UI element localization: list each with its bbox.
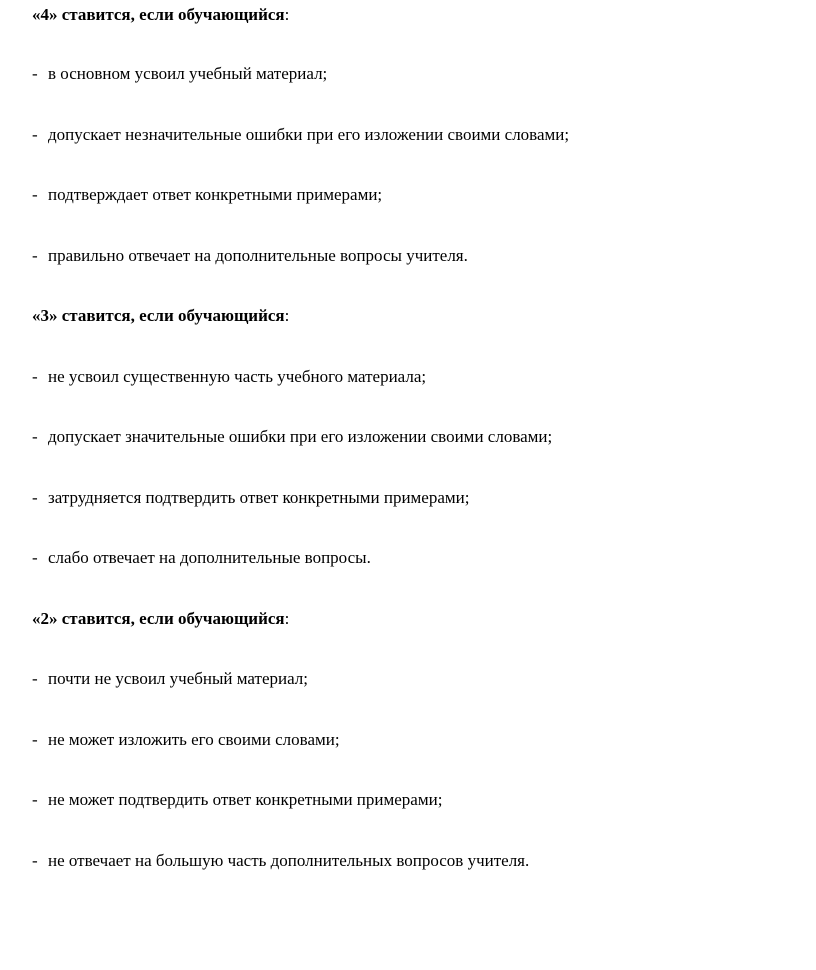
section-heading-bold: «3» ставится, если обучающийся [32, 306, 285, 325]
list-item [32, 246, 468, 266]
section-heading [32, 5, 289, 25]
list-item [32, 367, 426, 387]
list-dash: - [32, 851, 38, 870]
list-item-text: почти не усвоил учебный материал; [48, 669, 308, 688]
list-item [32, 125, 569, 145]
list-item [32, 730, 340, 750]
list-item [32, 548, 371, 568]
list-item [32, 64, 327, 84]
list-dash: - [32, 669, 38, 688]
list-item [32, 185, 382, 205]
list-item-text: не усвоил существенную часть учебного материала; [48, 367, 427, 386]
list-dash: - [32, 790, 38, 809]
list-item-text: слабо отвечает на дополнительные вопросы. [48, 548, 371, 567]
list-dash: - [32, 125, 38, 144]
list-item [32, 851, 529, 871]
section-heading [32, 306, 289, 326]
list-item-text: правильно отвечает на дополнительные вопросы учителя. [48, 246, 468, 265]
list-item-text: не отвечает на большую часть дополнительных вопросов учителя. [48, 851, 530, 870]
list-dash: - [32, 64, 38, 83]
list-dash: - [32, 246, 38, 265]
list-item-text: допускает значительные ошибки при его изложении своими словами; [48, 427, 553, 446]
list-item-text: в основном усвоил учебный материал; [48, 64, 328, 83]
list-item [32, 427, 552, 447]
list-item-text: не может изложить его своими словами; [48, 730, 340, 749]
list-dash: - [32, 367, 38, 386]
section-heading-colon: : [284, 609, 290, 628]
list-dash: - [32, 185, 38, 204]
list-item [32, 669, 308, 689]
section-heading-colon: : [284, 306, 290, 325]
list-item [32, 488, 469, 508]
list-dash: - [32, 488, 38, 507]
list-dash: - [32, 548, 38, 567]
section-heading-colon: : [284, 5, 290, 24]
section-heading [32, 609, 289, 629]
list-item-text: затрудняется подтвердить ответ конкретными примерами; [48, 488, 470, 507]
list-item-text: допускает незначительные ошибки при его изложении своими словами; [48, 125, 570, 144]
list-dash: - [32, 730, 38, 749]
list-item-text: подтверждает ответ конкретными примерами; [48, 185, 383, 204]
list-dash: - [32, 427, 38, 446]
section-heading-bold: «4» ставится, если обучающийся [32, 5, 285, 24]
list-item-text: не может подтвердить ответ конкретными примерами; [48, 790, 443, 809]
section-heading-bold: «2» ставится, если обучающийся [32, 609, 285, 628]
list-item [32, 790, 442, 810]
